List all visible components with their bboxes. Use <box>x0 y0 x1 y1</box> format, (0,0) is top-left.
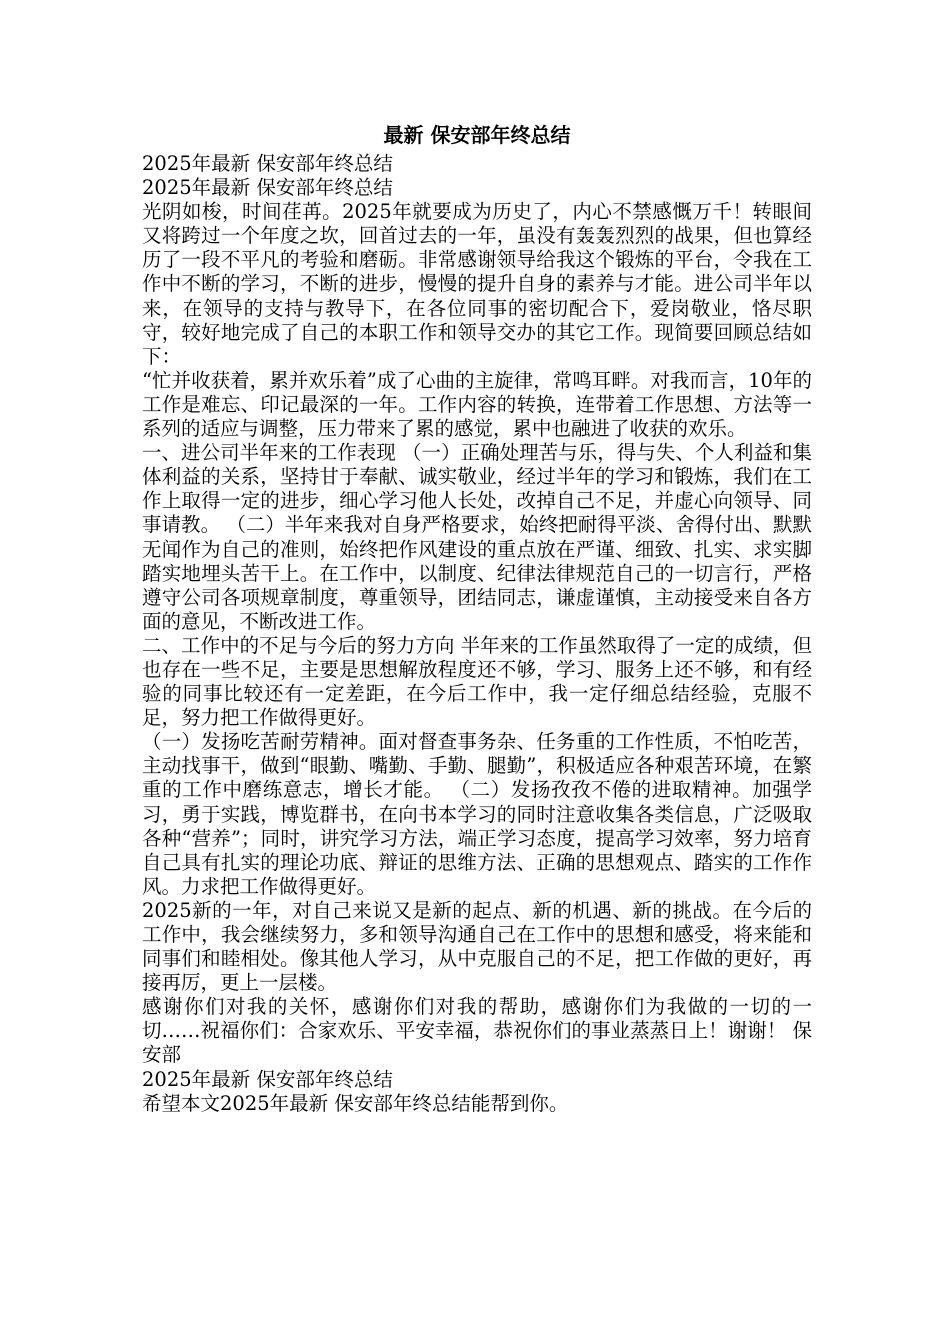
paragraph-intro: 光阴如梭，时间荏苒。2025年就要成为历史了，内心不禁感慨万千！转眼间又将跨过一个年度之坎，回首过去的一年，虽没有轰轰烈烈的战果，但也算经历了一段不平凡的考验和磨砺。非常感谢领导给我这个锻炼的平台，令我在工作中不断的学习，不断的进步，慢慢的提升自身的素养与才能。进公司半年以来，在领导的支持与教导下，在各位同事的密切配合下，爱岗敬业，恪尽职守，较好地完成了自己的本职工作和领导交办的其它工作。现简要回顾总结如下： <box>142 200 812 368</box>
paragraph-new-year: 2025新的一年，对自己来说又是新的起点、新的机遇、新的挑战。在今后的工作中，我会继续努力，多和领导沟通自己在工作中的思想和感受，将来能和同事们和睦相处。像其他人学习，从中克服自己的不足，把工作做的更好，再接再厉，更上一层楼。 <box>142 898 812 995</box>
paragraph-thanks: 感谢你们对我的关怀，感谢你们对我的帮助，感谢你们为我做的一切的一切……祝福你们：合家欢乐、平安幸福，恭祝你们的事业蒸蒸日上！谢谢！ 保安部 <box>142 995 812 1067</box>
paragraph-section-two: 二、工作中的不足与今后的努力方向 半年来的工作虽然取得了一定的成绩，但也存在一些不足，主要是思想解放程度还不够，学习、服务上还不够，和有经验的同事比较还有一定差距，在今后工作中，我一定仔细总结经验，克服不足，努力把工作做得更好。 <box>142 633 812 730</box>
document-title: 最新 保安部年终总结 <box>383 123 571 147</box>
paragraph-section-two-items: （一）发扬吃苦耐劳精神。面对督查事务杂、任务重的工作性质，不怕吃苦，主动找事干，做到“眼勤、嘴勤、手勤、腿勤”，积极适应各种艰苦环境，在繁重的工作中磨练意志，增长才能。 （二）发扬孜孜不倦的进取精神。加强学习，勇于实践，博览群书，在向书本学习的同时注意收集各类信息，广泛吸取各种“营养”；同时，讲究学习方法，端正学习态度，提高学习效率，努力培育自己具有扎实的理论功底、辩证的思维方法、正确的思想观点、踏实的工作作风。力求把工作做得更好。 <box>142 730 812 898</box>
footer-note: 希望本文2025年最新 保安部年终总结能帮到你。 <box>142 1091 569 1115</box>
paragraph-motto: “忙并收获着，累并欢乐着”成了心曲的主旋律，常鸣耳畔。对我而言，10年的工作是难忘、印记最深的一年。工作内容的转换，连带着工作思想、方法等一系列的适应与调整，压力带来了累的感觉，累中也融进了收获的欢乐。 <box>142 368 812 441</box>
document-page <box>142 120 812 1116</box>
paragraph-section-one: 一、进公司半年来的工作表现 （一）正确处理苦与乐，得与失、个人利益和集体利益的关系，坚持甘于奉献、诚实敬业，经过半年的学习和锻炼，我们在工作上取得一定的进步，细心学习他人长处，改掉自己不足，并虚心向领导、同事请教。 （二）半年来我对自身严格要求，始终把耐得平淡、舍得付出、默默无闻作为自己的准则，始终把作风建设的重点放在严谨、细致、扎实、求实脚踏实地埋头苦干上。在工作中，以制度、纪律法律规范自己的一切言行，严格遵守公司各项规章制度，尊重领导，团结同志，谦虚谨慎，主动接受来自各方面的意见，不断改进工作。 <box>142 441 812 633</box>
document-subtitle: 2025年最新 保安部年终总结 <box>142 152 393 175</box>
footer-title: 2025年最新 保安部年终总结 <box>142 1067 393 1091</box>
document-subtitle-repeat: 2025年最新 保安部年终总结 <box>142 176 393 200</box>
